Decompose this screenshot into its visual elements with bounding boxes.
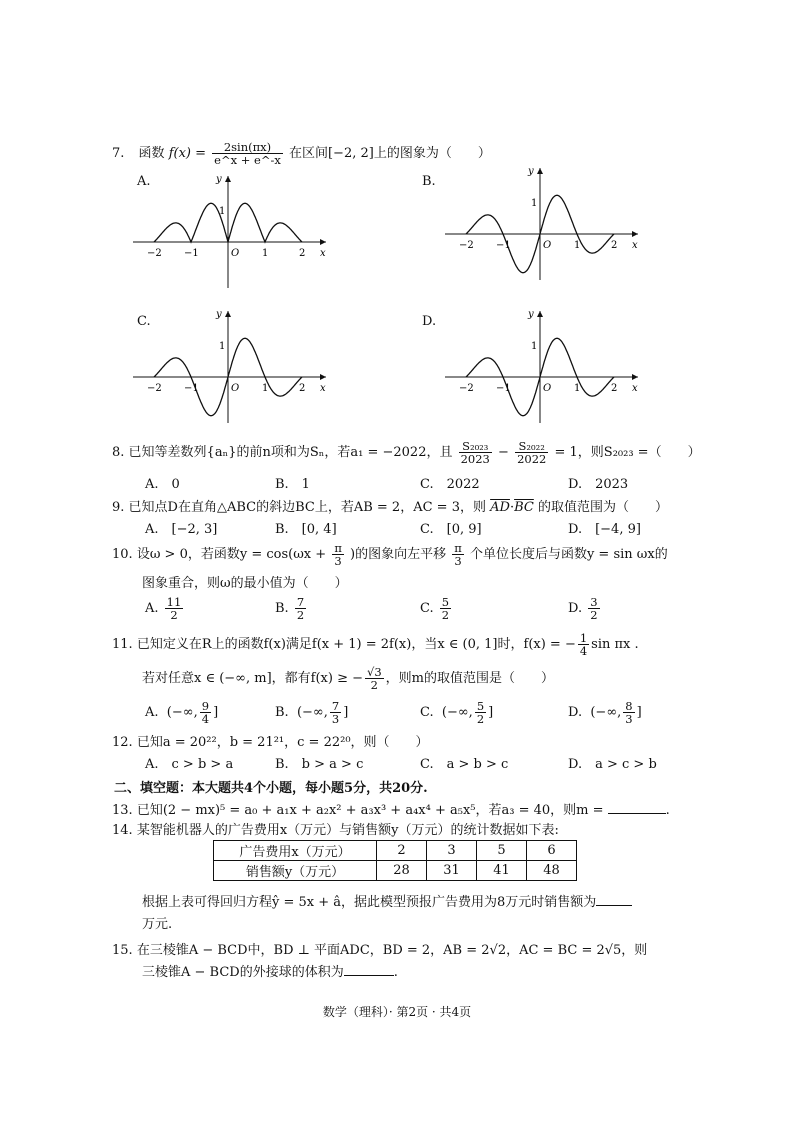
q8-option-b: B. 1 <box>275 477 310 492</box>
x-axis-label: x <box>320 383 326 394</box>
q12-option-a: A. c > b > a <box>145 757 234 772</box>
x-tick-label: −2 <box>147 248 162 259</box>
y-axis-label: y <box>528 166 534 177</box>
x-tick-label: −1 <box>496 240 511 251</box>
x-axis-arrow <box>320 239 326 245</box>
q11-stem: 11. 已知定义在R上的函数f(x)满足f(x + 1) = 2f(x)，当x ∈ (0, 1]时，f(x) = − $\frac{1}{4}$ sin πx . <box>112 631 639 659</box>
x-tick-label: 1 <box>262 383 269 394</box>
q11-line2: 若对任意x ∈ (−∞, m]，都有f(x) ≥ − $\frac{√3}{2}$ ，则m的取值范围是（ ） <box>142 665 554 693</box>
graph-b-label: B. <box>422 174 436 189</box>
x-axis-arrow <box>632 231 638 237</box>
y-axis-label: y <box>528 309 534 320</box>
q8-option-a: A. 0 <box>145 477 180 492</box>
q10-option-b: B. $\frac{7}{2}$ <box>275 595 305 623</box>
q8-option-c: C. 2022 <box>420 477 480 492</box>
q14-table <box>213 840 577 881</box>
q13-answer-blank[interactable] <box>608 813 666 814</box>
graph-b <box>440 162 650 287</box>
y-axis-arrow <box>225 176 231 182</box>
q10-line2: 图象重合，则ω的最小值为（ ） <box>142 576 348 591</box>
x-tick-label: −1 <box>184 248 199 259</box>
graph-c <box>128 305 338 430</box>
table-row: 销售额y（万元） 28 31 41 48 <box>214 861 577 881</box>
q13-stem: 13. 已知(2 − mx)⁵ = a₀ + a₁x + a₂x² + a₃x³ + a₄x⁴ + a₅x⁵，若a₃ = 40，则m = . <box>112 803 670 818</box>
x-tick-label: −1 <box>496 383 511 394</box>
q7-fraction: $\frac{2\sin(\pi x)}{e\^{}x + e\^{}-x}$ <box>214 140 281 168</box>
origin-label: O <box>543 240 552 251</box>
q11-option-b: B. (−∞, $\frac{7}{3}$ ] <box>275 699 349 727</box>
q9-option-a: A. [−2, 3] <box>145 522 218 537</box>
graph-c-label: C. <box>137 314 151 329</box>
x-tick-label: 2 <box>611 383 618 394</box>
x-axis-arrow <box>632 374 638 380</box>
q11-option-c: C. (−∞, $\frac{5}{2}$ ] <box>420 699 494 727</box>
q8-option-d: D. 2023 <box>568 477 629 492</box>
q15-line2: 三棱锥A − BCD的外接球的体积为 . <box>142 965 398 980</box>
q10-option-c: C. $\frac{5}{2}$ <box>420 595 450 623</box>
x-tick-label: 1 <box>574 383 581 394</box>
x-tick-label: −1 <box>184 383 199 394</box>
y-tick-1-label: 1 <box>531 198 538 209</box>
y-axis-arrow <box>537 168 543 174</box>
x-tick-label: 2 <box>299 248 306 259</box>
q10-option-d: D. $\frac{3}{2}$ <box>568 595 598 623</box>
q12-option-d: D. a > c > b <box>568 757 657 772</box>
y-tick-1-label: 1 <box>531 341 538 352</box>
graph-a-label: A. <box>137 174 151 189</box>
q11-option-d: D. (−∞, $\frac{8}{3}$ ] <box>568 699 642 727</box>
q14-after: 根据上表可得回归方程ŷ = 5x + â，据此模型预报广告费用为8万元时销售额为 <box>142 891 632 910</box>
y-tick-1-label: 1 <box>219 206 226 217</box>
section-heading: 二、填空题：本大题共4个小题，每小题5分，共20分. <box>114 781 428 796</box>
q12-option-b: B. b > a > c <box>275 757 364 772</box>
q10-option-a: A. $\frac{11}{2}$ <box>145 595 182 623</box>
x-tick-label: 2 <box>299 383 306 394</box>
q9-option-b: B. [0, 4] <box>275 522 337 537</box>
page-footer: 数学（理科）· 第2页 · 共4页 <box>322 1005 472 1019</box>
x-axis-arrow <box>320 374 326 380</box>
q14-stem: 14. 某智能机器人的广告费用x（万元）与销售额y（万元）的统计数据如下表: <box>112 823 559 838</box>
table-row: 广告费用x（万元） 2 3 5 6 <box>214 841 577 861</box>
origin-label: O <box>231 248 240 259</box>
origin-label: O <box>543 383 552 394</box>
q14-answer-blank[interactable] <box>596 905 632 906</box>
q7-stem: 7. 函数 f(x) = $\frac{2\sin(\pi x)}{e\^{}x + e\^{}-x}$ 在区间[−2, 2]上的图象为（ ） <box>112 140 491 168</box>
graph-a <box>128 170 338 295</box>
x-tick-label: 1 <box>262 248 269 259</box>
q15-answer-blank[interactable] <box>344 975 394 976</box>
graph-d <box>440 305 650 430</box>
y-axis-label: y <box>216 309 222 320</box>
x-axis-label: x <box>632 240 638 251</box>
x-axis-label: x <box>632 383 638 394</box>
x-axis-label: x <box>320 248 326 259</box>
y-axis-label: y <box>216 174 222 185</box>
x-tick-label: −2 <box>459 383 474 394</box>
q14-unit: 万元. <box>142 917 173 932</box>
q15-stem: 15. 在三棱锥A − BCD中，BD ⊥ 平面ADC，BD = 2，AB = 2√2，AC = BC = 2√5，则 <box>112 943 648 958</box>
x-tick-label: 1 <box>574 240 581 251</box>
q11-option-a: A. (−∞, $\frac{9}{4}$ ] <box>145 699 219 727</box>
q12-option-c: C. a > b > c <box>420 757 509 772</box>
y-tick-1-label: 1 <box>219 341 226 352</box>
y-axis-arrow <box>225 311 231 317</box>
y-axis-arrow <box>537 311 543 317</box>
x-tick-label: −2 <box>459 240 474 251</box>
x-tick-label: −2 <box>147 383 162 394</box>
q7-number: 7. <box>112 146 125 162</box>
origin-label: O <box>231 383 240 394</box>
q9-option-c: C. [0, 9] <box>420 522 482 537</box>
q10-stem: 10. 设ω > 0，若函数y = cos(ωx + $\frac{\pi}{3}$ )的图象向左平移 $\frac{\pi}{3}$ 个单位长度后与函数y = sin ωx的 <box>112 541 668 569</box>
q12-stem: 12. 已知a = 20²²，b = 21²¹，c = 22²⁰，则（ ） <box>112 735 429 750</box>
q9-option-d: D. [−4, 9] <box>568 522 641 537</box>
q9-stem: 9. 已知点D在直角△ABC的斜边BC上，若AB = 2，AC = 3，则 $\overline{AD}\cdot\overline{BC}$ 的取值范围为（ ） <box>112 500 668 515</box>
x-tick-label: 2 <box>611 240 618 251</box>
q8-stem: 8. 已知等差数列{aₙ}的前n项和为Sₙ，若a₁ = −2022，且 $\frac{\text{S₂₀₂₃}}{2023}$ − $\frac{\text{S₂₀₂₂}}{2022}$ = 1，则S₂₀₂₃ =（ ） <box>112 439 701 467</box>
graph-d-label: D. <box>422 314 437 329</box>
